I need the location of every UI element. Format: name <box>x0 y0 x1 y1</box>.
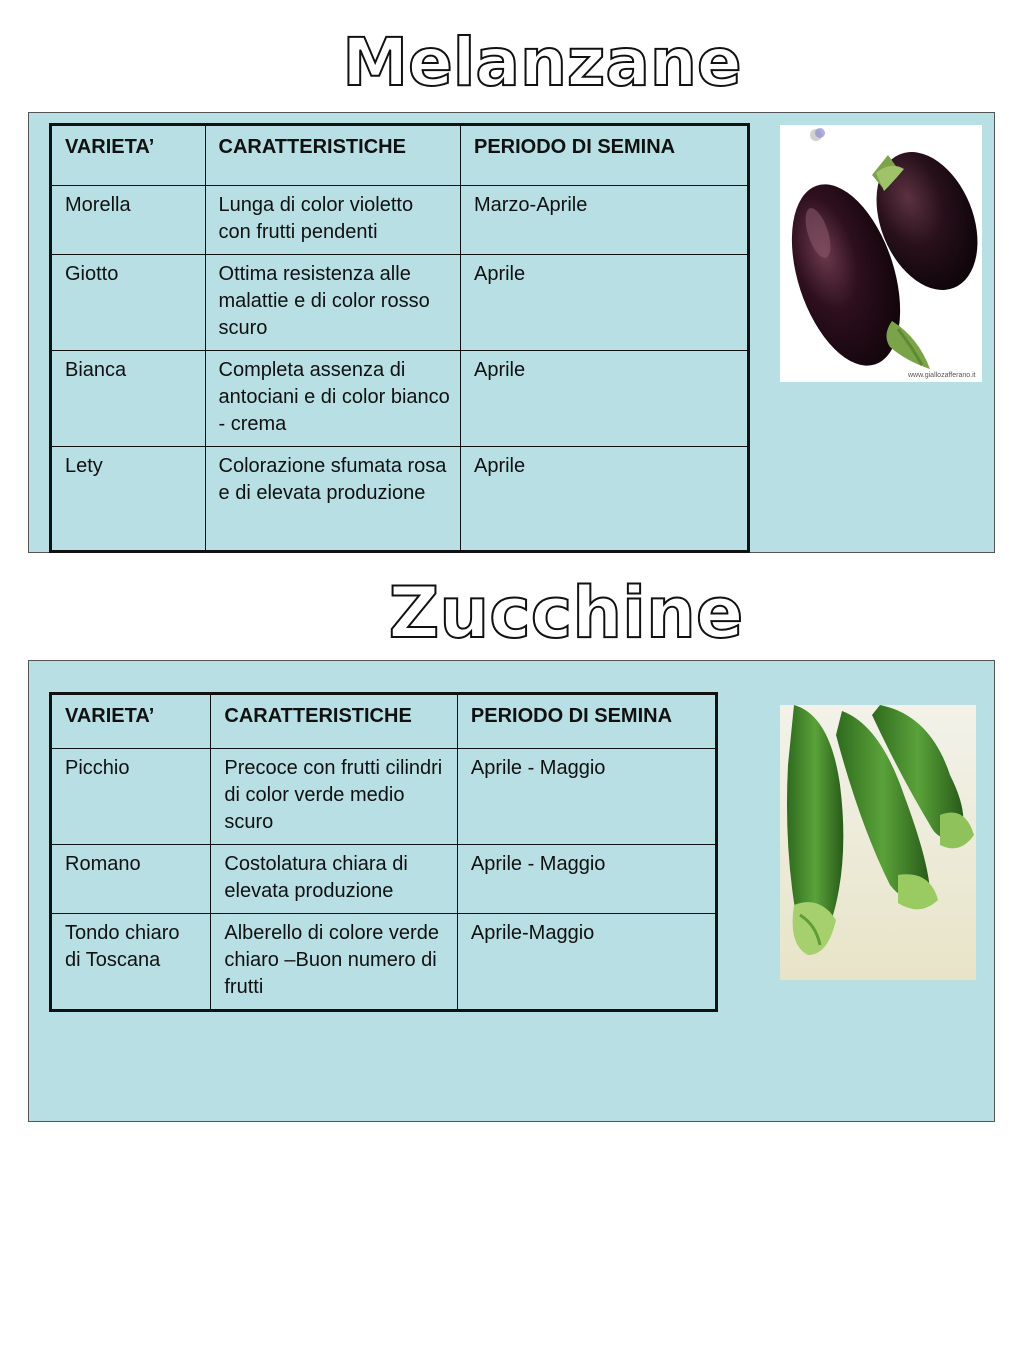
melanzane-title: Melanzane <box>342 24 742 101</box>
table-row <box>51 447 749 552</box>
cell-caratteristiche: Colorazione sfumata rosa e di elevata produzione <box>205 447 460 552</box>
melanzane-table <box>49 123 750 553</box>
cell-varieta: Morella <box>51 186 206 255</box>
table-row <box>51 186 749 255</box>
cell-caratteristiche: Completa assenza di antociani e di color bianco - crema <box>205 351 460 447</box>
cell-periodo: Marzo-Aprile <box>460 186 748 255</box>
eggplant-image <box>780 125 982 382</box>
cell-periodo: Aprile <box>460 447 748 552</box>
cell-caratteristiche: Lunga di color violetto con frutti pendenti <box>205 186 460 255</box>
cell-varieta: Tondo chiaro di Toscana <box>51 914 211 1011</box>
table-header-row <box>51 125 749 186</box>
photo-watermark: www.giallozafferano.it <box>908 372 976 379</box>
melanzane-panel <box>28 112 995 553</box>
header-periodo: PERIODO DI SEMINA <box>457 694 716 749</box>
cell-caratteristiche: Alberello di colore verde chiaro –Buon numero di frutti <box>211 914 458 1011</box>
cell-varieta: Bianca <box>51 351 206 447</box>
cell-periodo: Aprile - Maggio <box>457 845 716 914</box>
header-varieta: VARIETA’ <box>51 694 211 749</box>
cell-caratteristiche: Precoce con frutti cilindri di color verde medio scuro <box>211 749 458 845</box>
cell-varieta: Lety <box>51 447 206 552</box>
table-row <box>51 914 717 1011</box>
cell-periodo: Aprile - Maggio <box>457 749 716 845</box>
cell-varieta: Picchio <box>51 749 211 845</box>
zucchine-title: Zucchine <box>388 572 744 654</box>
table-row <box>51 351 749 447</box>
zucchine-table <box>49 692 718 1012</box>
cell-periodo: Aprile-Maggio <box>457 914 716 1011</box>
cell-caratteristiche: Costolatura chiara di elevata produzione <box>211 845 458 914</box>
cell-periodo: Aprile <box>460 351 748 447</box>
cell-varieta: Romano <box>51 845 211 914</box>
table-header-row <box>51 694 717 749</box>
table-row <box>51 749 717 845</box>
zucchini-image <box>780 705 976 980</box>
header-periodo: PERIODO DI SEMINA <box>460 125 748 186</box>
table-row <box>51 845 717 914</box>
cell-periodo: Aprile <box>460 255 748 351</box>
header-caratteristiche: CARATTERISTICHE <box>211 694 458 749</box>
zucchini-photo <box>780 705 976 980</box>
header-varieta: VARIETA’ <box>51 125 206 186</box>
zucchine-panel <box>28 660 995 1122</box>
table-row <box>51 255 749 351</box>
cell-varieta: Giotto <box>51 255 206 351</box>
eggplant-photo <box>780 125 982 382</box>
header-caratteristiche: CARATTERISTICHE <box>205 125 460 186</box>
cell-caratteristiche: Ottima resistenza alle malattie e di color rosso scuro <box>205 255 460 351</box>
